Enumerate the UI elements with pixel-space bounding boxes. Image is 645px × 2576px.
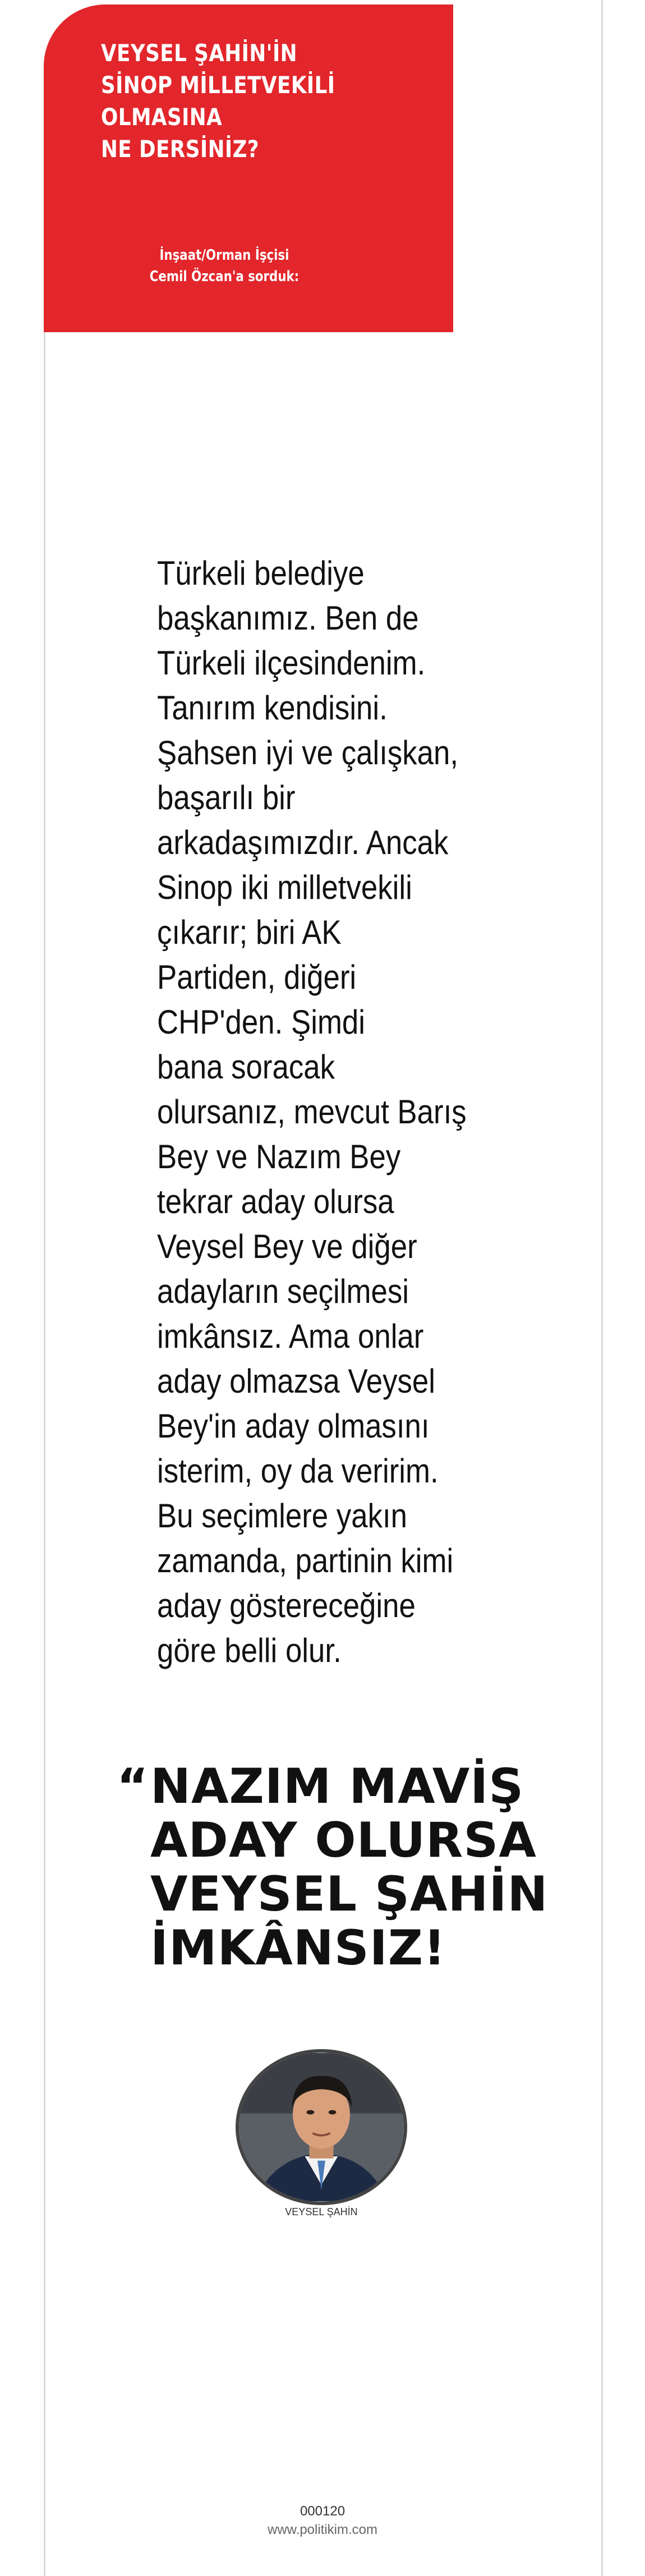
answer-line: zamanda, partinin kimi xyxy=(157,1542,454,1579)
answer-line: Bu seçimlere yakın xyxy=(157,1497,408,1535)
website-url: www.politikim.com xyxy=(267,2522,378,2537)
right-border-line xyxy=(601,0,603,2576)
quote-line: VEYSEL ŞAHİN xyxy=(150,1866,549,1922)
answer-line: olursanız, mevcut Barış xyxy=(157,1093,467,1131)
answer-line: CHP'den. Şimdi xyxy=(157,1003,366,1041)
answer-line: arkadaşımızdır. Ancak xyxy=(157,824,449,861)
answer-line: başkanımız. Ben de xyxy=(157,599,419,637)
header-title-line: VEYSEL ŞAHİN'İN xyxy=(101,39,297,67)
answer-line: adayların seçilmesi xyxy=(157,1273,409,1310)
answer-line: isterim, oy da veririm. xyxy=(157,1452,439,1490)
page-code: 000120 xyxy=(300,2504,345,2519)
answer-line: çıkarır; biri AK xyxy=(157,913,342,951)
answer-line: aday göstereceğine xyxy=(157,1587,416,1624)
answer-line: göre belli olur. xyxy=(157,1632,342,1669)
header-title-line: NE DERSİNİZ? xyxy=(101,135,260,163)
quote-mark: “ xyxy=(117,1758,149,1815)
header-subtitle-line: İnşaat/Orman İşçisi xyxy=(159,247,289,264)
header-title-line: SİNOP MİLLETVEKİLİ xyxy=(101,71,335,99)
answer-line: Veysel Bey ve diğer xyxy=(157,1228,417,1265)
answer-line: tekrar aday olursa xyxy=(157,1183,394,1220)
header-subtitle-line: Cemil Özcan'a sorduk: xyxy=(149,268,300,285)
answer-line: bana soracak xyxy=(157,1048,335,1086)
answer-line: Türkeli belediye xyxy=(157,554,365,592)
answer-line: Partiden, diğeri xyxy=(157,958,357,996)
answer-line: Şahsen iyi ve çalışkan, xyxy=(157,734,459,772)
portrait-illustration xyxy=(239,2052,404,2202)
answer-line: Tanırım kendisini. xyxy=(157,689,388,727)
quote-line: İMKÂNSIZ! xyxy=(150,1920,446,1976)
answer-line: Türkeli ilçesindenim. xyxy=(157,644,426,682)
left-border-line xyxy=(44,84,45,2576)
answer-line: aday olmazsa Veysel xyxy=(157,1362,436,1400)
quote-line: NAZIM MAVİŞ xyxy=(150,1758,524,1815)
answer-line: başarılı bir xyxy=(157,779,296,816)
header-title-line: OLMASINA xyxy=(101,103,223,131)
answer-line: Bey'in aday olmasını xyxy=(157,1407,430,1445)
answer-line: Bey ve Nazım Bey xyxy=(157,1138,401,1175)
portrait-photo xyxy=(236,2049,407,2205)
header-subtitle xyxy=(123,245,326,287)
answer-line: Sinop iki milletvekili xyxy=(157,869,412,906)
interview-answer xyxy=(157,551,473,1673)
photo-caption: VEYSEL ŞAHİN xyxy=(285,2206,358,2217)
header-title xyxy=(101,37,358,165)
answer-line: imkânsız. Ama onlar xyxy=(157,1317,424,1355)
quote-line: ADAY OLURSA xyxy=(150,1812,537,1868)
pull-quote xyxy=(117,1760,599,1975)
